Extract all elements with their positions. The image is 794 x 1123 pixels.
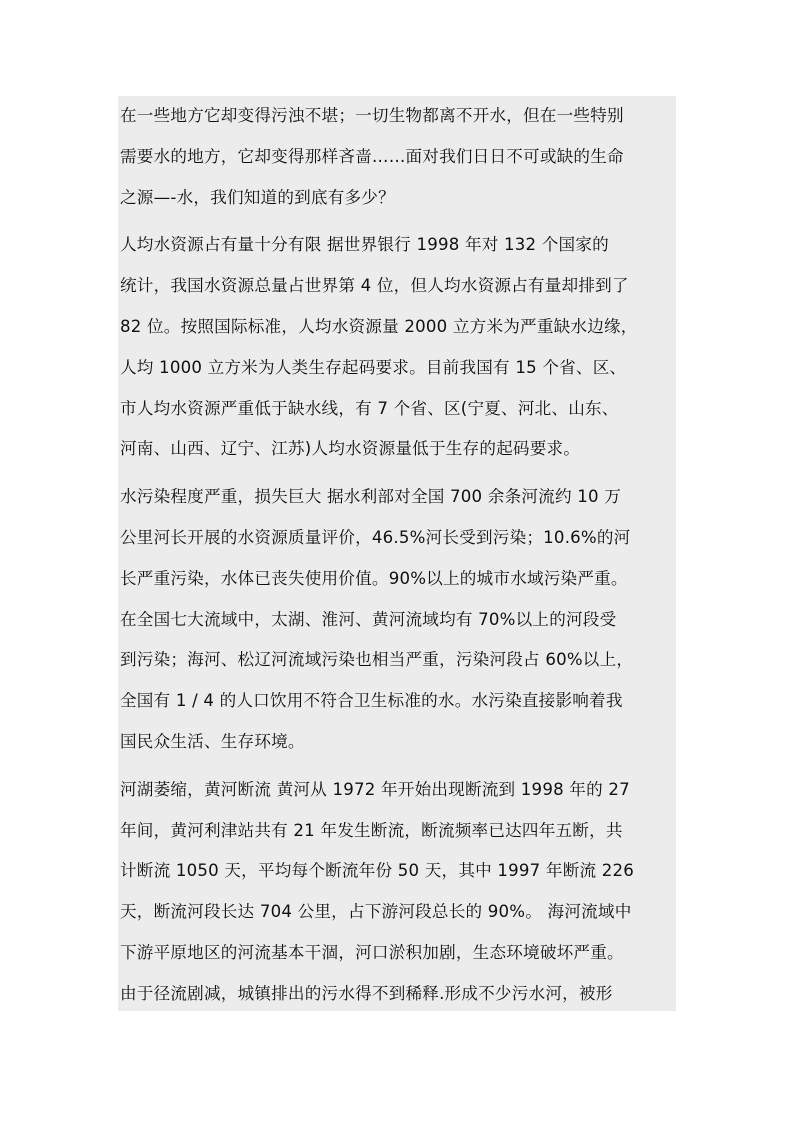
text-line: 人均水资源占有量十分有限 据世界银行 1998 年对 132 个国家的 — [120, 235, 609, 255]
text-line: 长严重污染，水体已丧失使用价值。90%以上的城市水域污染严重。 — [120, 568, 628, 588]
text-line: 全国有 1 / 4 的人口饮用不符合卫生标准的水。水污染直接影响着我 — [120, 691, 623, 711]
text-line: 由于径流剧减，城镇排出的污水得不到稀释.形成不少污水河，被形 — [120, 983, 613, 1003]
text-block — [118, 96, 676, 1011]
text-line: 之源—-水，我们知道的到底有多少？ — [120, 187, 395, 207]
text-line: 计断流 1050 天，平均每个断流年份 50 天，其中 1997 年断流 226 — [120, 861, 635, 881]
text-line: 公里河长开展的水资源质量评价，46.5%河长受到污染；10.6%的河 — [120, 528, 631, 547]
text-line: 在全国七大流域中，太湖、淮河、黄河流域均有 70%以上的河段受 — [120, 609, 617, 629]
text-line: 人均 1000 立方米为人类生存起码要求。目前我国有 15 个省、区、 — [120, 357, 627, 377]
text-line: 国民众生活、生存环境。 — [120, 732, 305, 751]
text-line: 年间，黄河利津站共有 21 年发生断流，断流频率已达四年五断，共 — [120, 820, 623, 840]
text-line: 到污染；海河、松辽河流域污染也相当严重，污染河段占 60%以上， — [120, 650, 634, 670]
text-line: 河南、山西、辽宁、江苏)人均水资源量低于生存的起码要求。 — [120, 439, 581, 459]
text-line: 河湖萎缩，黄河断流 黄河从 1972 年开始出现断流到 1998 年的 27 — [120, 779, 630, 799]
text-line: 需要水的地方，它却变得那样吝啬……面对我们日日不可或缺的生命 — [120, 146, 624, 166]
text-line: 市人均水资源严重低于缺水线，有 7 个省、区(宁夏、河北、山东、 — [120, 398, 619, 418]
text-line: 在一些地方它却变得污浊不堪；一切生物都离不开水，但在一些特别 — [120, 106, 624, 125]
text-line: 水污染程度严重，损失巨大 据水利部对全国 700 余条河流约 10 万 — [120, 487, 622, 507]
text-line: 下游平原地区的河流基本干涸，河口淤积加剧，生态环境破坏严重。 — [120, 943, 624, 962]
text-line: 统计，我国水资源总量占世界第 4 位，但人均水资源占有量却排到了 — [120, 276, 629, 296]
text-line: 82 位。按照国际标准，人均水资源量 2000 立方米为严重缺水边缘， — [120, 317, 638, 336]
text-line: 天，断流河段长达 704 公里，占下游河段总长的 90%。 海河流域中 — [120, 902, 632, 922]
